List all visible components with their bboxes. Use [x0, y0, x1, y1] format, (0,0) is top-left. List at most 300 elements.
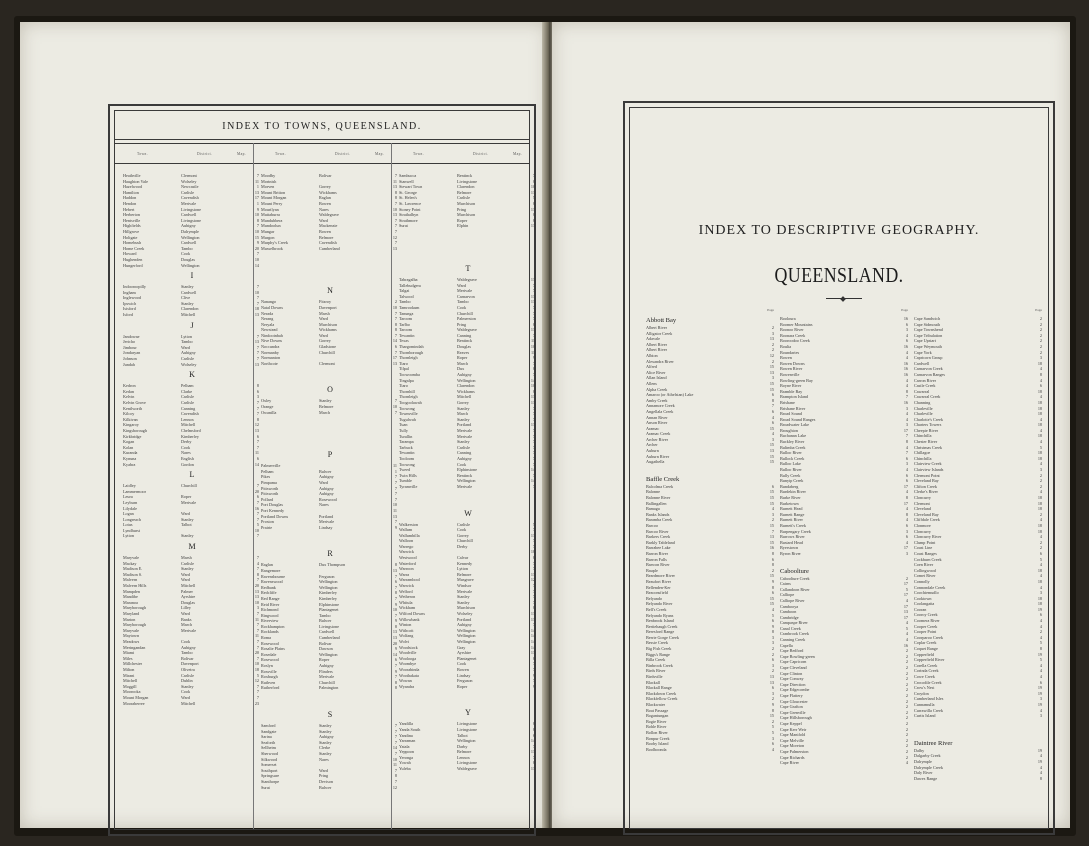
index-letter-heading: Y [465, 708, 471, 718]
town-district: Lennox [181, 416, 194, 422]
place-name: Cowe Creek [914, 674, 935, 679]
col-header-district: District. [335, 152, 351, 156]
town-map-number: 7 [532, 444, 535, 450]
town-row [123, 533, 261, 539]
page-number: 2 [905, 698, 908, 704]
page-number: 3 [1039, 590, 1042, 596]
page-number: 2 [905, 720, 908, 726]
page-number: 16 [903, 642, 908, 648]
page-number: 18 [1037, 422, 1042, 428]
town-map-number: 6 [532, 732, 535, 738]
town-map-number: 13 [530, 611, 535, 616]
town-name: Musselbrook [261, 245, 283, 251]
page-number: 2 [1039, 332, 1042, 338]
town-map-number: 8 [394, 623, 397, 629]
town-map-number: 13 [530, 532, 535, 538]
town-map-number: 10 [254, 289, 259, 295]
town-name: Newstead [261, 327, 278, 333]
town-map-number: 11 [254, 178, 259, 184]
town-map-number: 13 [530, 327, 535, 333]
town-name: Tugulwah [399, 416, 416, 422]
page-number: 4 [1039, 366, 1042, 372]
place-name: Curtis Island [914, 713, 936, 719]
town-map-number: 8 [394, 562, 397, 568]
town-district: Wellington [319, 579, 338, 585]
town-map-number: 10 [254, 256, 259, 262]
town-district: Stanley [181, 300, 194, 306]
page-number: 13 [769, 679, 774, 685]
page-number: 3 [1039, 467, 1042, 473]
page-number: 4 [1039, 573, 1042, 579]
place-name: Calliope River [780, 597, 805, 603]
place-name: Coast Line [914, 545, 933, 551]
town-name: Westwood [399, 555, 417, 561]
page-number: 2 [905, 687, 908, 693]
town-name: Madison E. [123, 566, 143, 572]
town-map-number: 13 [392, 629, 397, 635]
town-map-number: 8 [532, 200, 535, 206]
town-name: Miles [123, 655, 133, 661]
town-map-number: 13 [254, 312, 259, 318]
town-district: Kennedy [457, 560, 473, 566]
town-name: Inglewood [123, 295, 141, 301]
town-map-number: 10 [254, 228, 259, 234]
place-name: Crocodile Creek [914, 679, 942, 685]
page-number: 15 [769, 713, 774, 719]
page-number: 8 [771, 584, 774, 590]
town-name: Nindooinbah [261, 332, 283, 338]
town-name: Tabragalba [399, 276, 418, 282]
town-name: Ringwood [261, 612, 279, 618]
town-district: Stanley [181, 516, 194, 522]
town-name: Tully [399, 427, 408, 433]
town-district: Dux [457, 366, 465, 372]
town-map-number: 14 [254, 262, 259, 268]
town-map-number: 13 [392, 245, 397, 251]
town-map-number: 11 [254, 633, 259, 639]
towns-column-1 [123, 173, 261, 706]
town-map-number: 12 [392, 784, 397, 790]
page-number: 13 [769, 369, 774, 375]
place-name: Cape Clinton [780, 670, 803, 676]
town-map-number: 14 [530, 467, 535, 473]
place-name: Big Fish Creek [646, 646, 672, 652]
town-name: Kirkbridge [123, 433, 142, 439]
town-district: Nares [319, 206, 329, 212]
place-name: Albert River [646, 341, 668, 347]
town-district: Ward [319, 316, 328, 322]
town-district: Portland [457, 616, 472, 622]
town-map-number: 7 [394, 519, 397, 525]
town-district: Darby [457, 743, 468, 749]
page-number: 4 [1039, 562, 1042, 568]
town-map-number: 13 [530, 293, 535, 299]
town-map-number: 7 [532, 316, 535, 322]
town-name: Winton [399, 622, 412, 628]
col-header-map: Map. [513, 152, 523, 156]
place-name: Belyando River [646, 601, 673, 607]
town-district: Elphinstone [457, 467, 478, 473]
town-district: Livingstone [457, 726, 478, 732]
col-header-district: District. [473, 152, 489, 156]
town-name: Riverview [261, 618, 279, 624]
town-map-number: 11 [392, 463, 397, 469]
town-map-number: 7 [256, 411, 259, 417]
place-name: Currawilla Creek [914, 707, 943, 713]
town-map-number: 14 [530, 377, 535, 383]
place-name: Auburn River [646, 453, 670, 459]
town-district: Mitchell [457, 394, 472, 400]
place-name: Burketown [780, 500, 799, 506]
town-district: Stanley [181, 683, 194, 689]
page-number: 2 [905, 732, 908, 738]
town-name: Toowong [399, 405, 415, 411]
place-name: Barwon River [646, 562, 670, 568]
page-number: 4 [905, 377, 908, 383]
place-name: Balonne River [646, 495, 671, 501]
place-name: Booloura [780, 316, 796, 321]
town-name: Maryborough [123, 622, 147, 628]
town-name: Woodville [399, 650, 417, 656]
town-map-number: 11 [254, 616, 259, 622]
town-map-number: 7 [532, 461, 535, 467]
town-map-number: 7 [394, 480, 397, 485]
town-name: Reid River [261, 601, 280, 607]
page-number: 4 [1039, 534, 1042, 540]
town-name: Millchester [123, 661, 143, 667]
town-district: Stanley [181, 566, 194, 572]
page-number: 13 [769, 336, 774, 342]
page-number: 3 [905, 528, 908, 534]
town-map-number: 6 [256, 455, 259, 461]
town-name: Noccundra [261, 344, 280, 350]
town-district: Wickhams [319, 189, 337, 195]
town-name: Maryvale [123, 555, 140, 561]
town-map-number: 7 [532, 416, 535, 422]
town-district: Stanley [457, 416, 470, 422]
town-district: Cavendish [181, 195, 199, 201]
page-number: 2 [905, 709, 908, 715]
town-district: Stanley [457, 439, 470, 445]
page-number: 4 [905, 416, 908, 422]
page-number: 2 [905, 681, 908, 687]
town-row [123, 263, 261, 269]
town-map-number: 11 [392, 178, 397, 184]
town-district: Canning [457, 332, 472, 338]
town-name: Haddon [123, 195, 137, 201]
town-district: Marsh [181, 555, 192, 561]
town-district: Mitchell [181, 700, 196, 706]
town-district: Churchill [319, 679, 335, 685]
town-district: Belmore [457, 749, 472, 755]
place-name: Canal Creek [780, 625, 801, 631]
town-name: Hentsville [123, 217, 141, 223]
town-name: Proston [261, 519, 274, 525]
town-district: Talbot [181, 522, 192, 528]
place-name: Boulia [780, 343, 792, 349]
town-name: Johnson [123, 356, 137, 362]
place-name: Camboon [780, 609, 797, 615]
place-name: Callandoon River [780, 586, 810, 592]
place-name: Cape Manifold [780, 732, 806, 738]
place-name: Blackfellow Creek [646, 696, 678, 702]
town-name: Yanda South [399, 726, 421, 732]
town-map-number: 7 [394, 767, 397, 773]
page-number: 5 [771, 724, 774, 730]
page-number: 6 [905, 338, 908, 344]
place-name: Cape York [914, 349, 932, 355]
town-district: Ward [319, 217, 328, 223]
town-name: Thornleigh [399, 355, 418, 361]
page-number: 2 [905, 715, 908, 721]
town-name: Hazelwood [123, 184, 143, 190]
town-name: Thornhill [399, 388, 415, 394]
town-name: Southport [261, 767, 278, 773]
town-name: Kogan [123, 439, 135, 445]
town-district: Kimberley [319, 590, 337, 596]
town-name: Warra [399, 571, 410, 577]
place-name: Cape Cleveland [780, 665, 807, 671]
town-name: Yandina [399, 732, 413, 738]
town-district: Wickhams [457, 388, 475, 394]
town-name: Maryland [123, 611, 140, 616]
place-name: Billa Creek [646, 657, 666, 663]
town-district: Merivale [319, 519, 335, 525]
town-name: Yatala [399, 743, 410, 749]
town-map-number: 7 [394, 734, 397, 740]
place-name: Albert River [646, 347, 668, 353]
place-name: Amaroo (or Athelstan) Lake [646, 392, 694, 398]
page-number: 6 [771, 392, 774, 398]
town-row [261, 361, 399, 367]
town-map-number: 7 [394, 316, 397, 322]
town-district: Musgrave [457, 577, 474, 583]
town-name: Woombye [399, 661, 417, 667]
town-district: Stanley [319, 398, 332, 404]
town-name: Mandibe [123, 594, 138, 600]
town-map-number: 7 [532, 282, 535, 288]
town-name: Sherwood [261, 750, 278, 756]
town-district: Ferguson [319, 573, 335, 579]
town-map-number: 13 [254, 594, 259, 600]
town-name: Wyandra [399, 683, 415, 689]
town-district: Merivale [457, 483, 473, 489]
page-number: 5 [771, 612, 774, 618]
col-header-town: Town. [275, 152, 287, 156]
page-number: 8 [771, 629, 774, 635]
town-name: Mount Britton [261, 189, 286, 195]
geography-row [646, 459, 774, 465]
page-number: 2 [771, 718, 774, 724]
town-name: Warrego [399, 543, 414, 549]
town-map-number: 7 [532, 527, 535, 533]
town-district: Ward [181, 577, 190, 583]
town-district: Stanley [319, 728, 332, 734]
town-district: Nares [181, 450, 191, 456]
place-name: Boonara Creek [780, 332, 806, 338]
town-map-number: 9 [394, 618, 397, 624]
geography-column-2 [780, 308, 908, 766]
town-map-number: 7 [394, 674, 397, 680]
town-map-number: 10 [392, 404, 397, 410]
place-name: Barrabee Lake [646, 545, 671, 551]
town-name: Normanby [261, 349, 279, 355]
town-district: March [181, 622, 192, 628]
town-map-number: 8 [256, 416, 259, 422]
place-name: Burke River [780, 495, 801, 500]
geography-row [914, 713, 1042, 719]
town-row [123, 462, 261, 468]
town-district: Gorrey [457, 400, 469, 405]
town-district: Kimberley [319, 595, 337, 601]
town-district: Carlisle [181, 560, 195, 566]
town-district: Merivale [457, 288, 473, 294]
town-district: Wickhams [319, 327, 337, 333]
town-district: Cardwell [181, 289, 197, 295]
town-district: Bulwer [319, 618, 332, 624]
place-name: Barcoo [646, 523, 659, 528]
page-number: 15 [769, 442, 774, 448]
town-map-number: 7 [532, 455, 535, 461]
page-number: 2 [771, 341, 774, 347]
geography-row [780, 760, 908, 766]
town-map-number: 8 [532, 605, 535, 611]
page-number: 2 [1039, 321, 1042, 327]
page-number: 2 [905, 575, 908, 581]
town-map-number: 8 [532, 212, 535, 218]
town-name: Lyndhurst [123, 527, 140, 533]
town-name: Warwick [399, 549, 415, 555]
town-map-number: 7 [394, 217, 397, 223]
page-number: 18 [1037, 528, 1042, 534]
town-district: Clarendon [181, 306, 199, 312]
town-district: Mitchell [181, 583, 196, 589]
place-name: Coquet Range [914, 646, 938, 652]
page-number: 6 [1039, 612, 1042, 618]
place-name: Burrows River [780, 534, 805, 540]
page-number: 6 [1039, 550, 1042, 556]
place-name: Cambridge [780, 614, 799, 620]
town-district: March [457, 411, 468, 417]
town-map-number: 18 [254, 666, 259, 672]
town-district: Chelmsford [181, 427, 201, 433]
page-number: 17 [903, 614, 908, 620]
page-number: 4 [771, 746, 774, 752]
place-name: Burnett Head [780, 506, 803, 512]
town-district: Lilley [181, 605, 192, 611]
town-name: Sambucca [399, 173, 417, 178]
page-number: 2 [1039, 483, 1042, 489]
town-district: Raglan [319, 195, 331, 201]
town-name: Wallumbilla [399, 532, 420, 538]
index-letter-heading [261, 431, 399, 447]
town-map-number: 13 [530, 766, 535, 772]
town-district: Derby [181, 439, 192, 445]
place-name: Cape River [780, 760, 799, 766]
town-name: Strathmore [399, 217, 418, 223]
index-letter-heading [399, 689, 537, 705]
page-number: 5 [905, 586, 908, 592]
col-header-district: District. [197, 152, 213, 156]
page-column-header: Page [1035, 308, 1042, 312]
place-name: Cape Gloucester [780, 698, 808, 704]
place-name: Cambooya [780, 603, 799, 609]
town-map-number: 7 [532, 594, 535, 600]
town-name: St. Lawrence [399, 200, 422, 206]
place-name: Bamaga [646, 506, 660, 512]
town-district: Stanley [319, 750, 332, 756]
town-map-number: 20 [254, 583, 259, 589]
place-name: Belyando [646, 595, 663, 601]
town-district: Marsh [319, 310, 330, 316]
page-number: 6 [771, 420, 774, 426]
town-name: Pimpama [261, 480, 277, 485]
town-district: March [319, 409, 330, 415]
town-name: Rocklands [261, 629, 279, 635]
town-district: Mitchell [181, 312, 196, 318]
page-number: 17 [903, 500, 908, 506]
page-number: 3 [771, 375, 774, 381]
page-number: 8 [771, 550, 774, 556]
town-map-number: 7 [394, 663, 397, 669]
town-map-number: 7 [256, 516, 259, 522]
town-map-number: 5 [256, 522, 259, 528]
place-name: Cape Keppel [780, 720, 802, 726]
place-name: Albert River [646, 325, 668, 330]
towns-column-3 [399, 173, 537, 772]
town-district: Cumberland [319, 635, 340, 641]
page-number: 17 [903, 483, 908, 489]
town-map-number: 12 [392, 234, 397, 240]
page-number: 7 [771, 528, 774, 534]
town-name: St. Helen's [399, 195, 417, 201]
page-number: 18 [1037, 595, 1042, 601]
town-name: Silkwood [261, 756, 278, 762]
page-column-header: Page [901, 308, 908, 312]
place-name: Burdekin River [780, 489, 806, 495]
town-map-number: 8 [532, 217, 535, 223]
place-name: Bullock Creek [780, 455, 805, 461]
town-name: Wilford Downs [399, 611, 426, 616]
town-map-number: 13 [530, 299, 535, 305]
town-name: Mungar [261, 228, 275, 234]
town-name: Mackay [123, 560, 137, 566]
town-map-number: 13 [530, 650, 535, 656]
place-name: Canning Creek [780, 637, 806, 643]
town-name: Pittsworth [261, 485, 279, 491]
place-name: Charlotte's Creek [914, 416, 944, 422]
place-name: Bauple [646, 567, 658, 573]
col-header-town: Town. [137, 152, 149, 156]
page-number: 2 [771, 325, 774, 330]
town-district: Cavendish [319, 240, 337, 246]
town-map-number: 20 [254, 650, 259, 656]
page-number: 2 [905, 737, 908, 743]
page-number: 4 [905, 539, 908, 545]
town-name: Ingham [123, 289, 136, 295]
town-district: Bolivar [319, 640, 332, 646]
town-map-number: 7 [256, 300, 259, 306]
place-name: Allens [646, 380, 657, 386]
place-name: Cape Hillsborough [780, 715, 812, 721]
town-district: Ward [181, 694, 190, 700]
place-name: Collingwood [914, 567, 936, 573]
page-number: 16 [903, 371, 908, 377]
page-number: 3 [771, 436, 774, 442]
town-map-number: 8 [394, 590, 397, 596]
town-district: Merivale [457, 588, 473, 594]
town-name: Redbank [261, 584, 276, 590]
